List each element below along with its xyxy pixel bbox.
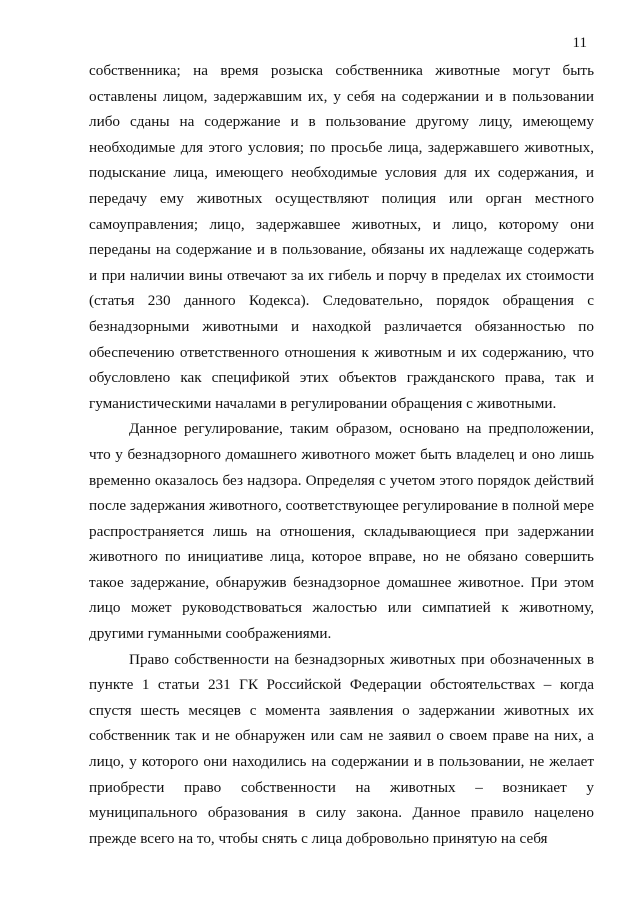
document-body bbox=[89, 58, 594, 851]
paragraph-1: собственника; на время розыска собственника животные могут быть оставлены лицом, задержавшим их, у себя на содержании и в пользовании либо сданы на содержание и в пользование другому лицу, имеющему необходимые для этого условия; по просьбе лица, задержавшего животных, подыскание лица, имеющего необходимые условия для их содержания, и передачу ему животных осуществляют полиция или орган местного самоуправления; лицо, задержавшее животных, и лицо, которому они переданы на содержание и в пользование, обязаны их надлежаще содержать и при наличии вины отвечают за их гибель и порчу в пределах их стоимости (статья 230 данного Кодекса). Следовательно, порядок обращения с безнадзорными животными и находкой различается обязанностью по обеспечению ответственного отношения к животным и их содержанию, что обусловлено как спецификой этих объектов гражданского права, так и гуманистическими началами в регулировании обращения с животными. bbox=[89, 62, 594, 412]
paragraph-2: Данное регулирование, таким образом, основано на предположении, что у безнадзорного домашнего животного может быть владелец и оно лишь временно оказалось без надзора. Определяя с учетом этого порядок действий после задержания животного, соответствующее регулирование в полной мере распространяется лишь на отношения, складывающиеся при задержании животного по инициативе лица, которое вправе, но не обязано совершить такое задержание, обнаружив безнадзорное домашнее животное. При этом лицо может руководствоваться жалостью или симпатией к животному, другими гуманными соображениями. bbox=[89, 420, 594, 643]
page-number: 11 bbox=[572, 35, 587, 51]
paragraph-3: Право собственности на безнадзорных животных при обозначенных в пункте 1 статьи 231 ГК Российской Федерации обстоятельствах – когда спустя шесть месяцев с момента заявления о задержании животных их собственник так и не обнаружен или сам не заявил о своем праве на них, а лицо, у которого они находились на содержании и в пользовании, не желает приобрести право собственности на животных – возникает у муниципального образования в силу закона. Данное правило нацелено прежде всего на то, чтобы снять с лица добровольно принятую на себя bbox=[89, 650, 594, 847]
